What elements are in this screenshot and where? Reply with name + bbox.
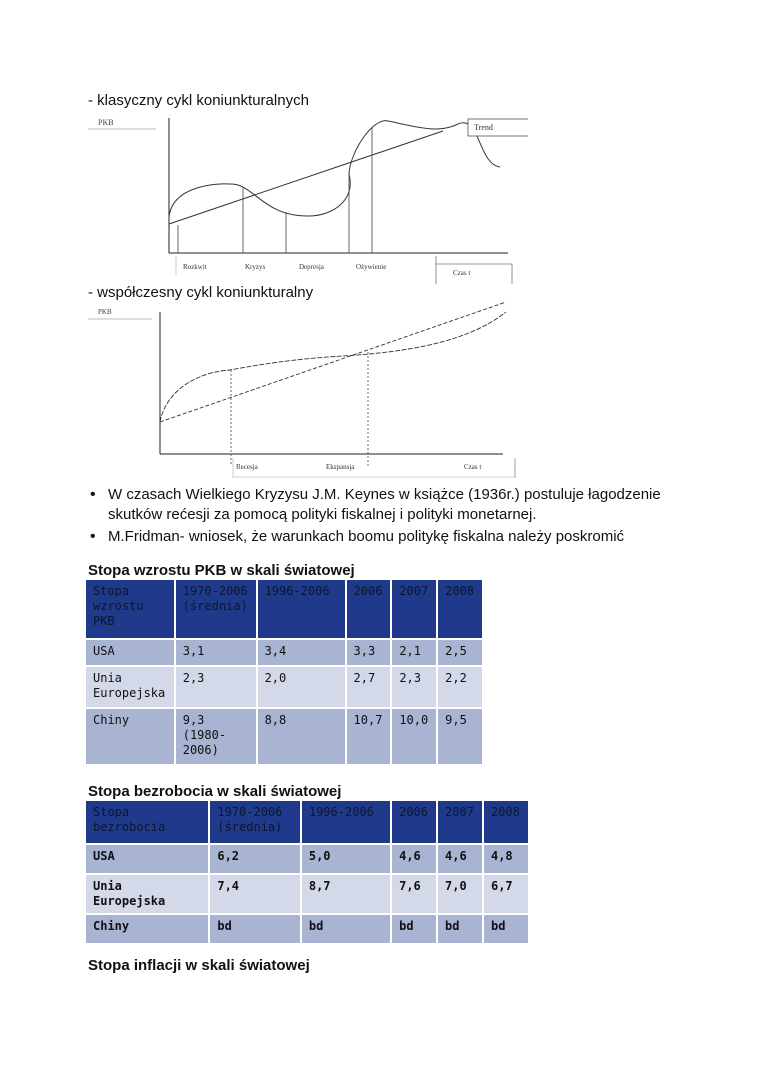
table-cell: 9,5 [437, 708, 483, 765]
table-cell: 6,2 [209, 844, 301, 874]
table-header-cell: 2006 [346, 579, 392, 639]
chart2-ylabel: PKB [98, 308, 112, 316]
table-cell: bd [301, 914, 391, 944]
chart2-phase-label: Ekspansja [326, 463, 355, 471]
table-cell: 3,3 [346, 639, 392, 666]
table-cell: 2,1 [391, 639, 437, 666]
bullet-item: • M.Fridman- wniosek, że warunkach boomu politykę fiskalna należy poskromić [88, 527, 688, 547]
table-cell: 2,7 [346, 666, 392, 708]
table-cell: 7,4 [209, 874, 301, 914]
table-cell: bd [209, 914, 301, 944]
table-cell: 2,3 [391, 666, 437, 708]
chart1-phase-label: Rozkwit [183, 263, 207, 271]
table-header-cell: 2006 [391, 800, 437, 844]
table-cell: Unia Europejska [85, 874, 209, 914]
heading-modern-cycle: - współczesny cykl koniunkturalny [88, 284, 314, 301]
table-cell: 9,3 (1980-2006) [175, 708, 257, 765]
gdp-growth-table [84, 578, 484, 766]
table-cell: 10,7 [346, 708, 392, 765]
chart1-legend-label: Trend [474, 123, 493, 132]
table-header-row [85, 579, 483, 639]
table-cell: 2,5 [437, 639, 483, 666]
table-row [85, 914, 529, 944]
table-cell: 5,0 [301, 844, 391, 874]
table-header-cell: Stopa bezrobocia [85, 800, 209, 844]
chart1-phase-label: Depresja [299, 263, 324, 271]
table-cell: bd [483, 914, 529, 944]
table-cell: 3,1 [175, 639, 257, 666]
table-cell: bd [437, 914, 483, 944]
unemployment-table [84, 799, 530, 945]
table-cell: 2,0 [257, 666, 346, 708]
table-cell: 7,0 [437, 874, 483, 914]
table-cell: 3,4 [257, 639, 346, 666]
table-cell: bd [391, 914, 437, 944]
table-cell: USA [85, 844, 209, 874]
table-cell: 4,8 [483, 844, 529, 874]
table-cell: Unia Europejska [85, 666, 175, 708]
chart2-xlabel: Czas t [464, 463, 482, 471]
chart1-phase-label: Kryzys [245, 263, 266, 271]
chart1-xlabel: Czas t [453, 269, 471, 277]
table-header-cell: 2007 [437, 800, 483, 844]
table-header-cell: 1970-2006 (średnia) [175, 579, 257, 639]
table-row [85, 708, 483, 765]
chart2-trend-line [160, 302, 506, 422]
table-row [85, 844, 529, 874]
table-header-cell: 2008 [437, 579, 483, 639]
table-cell: 4,6 [437, 844, 483, 874]
table-cell: 2,2 [437, 666, 483, 708]
table-cell: 4,6 [391, 844, 437, 874]
bullet-list [88, 485, 688, 549]
table-header-cell: 1996-2006 [257, 579, 346, 639]
chart1-trend-line [169, 131, 443, 224]
table-cell: 10,0 [391, 708, 437, 765]
chart1-ylabel: PKB [98, 118, 114, 127]
table-cell: 2,3 [175, 666, 257, 708]
table-cell: 8,8 [257, 708, 346, 765]
chart1-phase-label: Ożywienie [356, 263, 387, 271]
table-row [85, 874, 529, 914]
table-row [85, 639, 483, 666]
modern-cycle-chart [88, 302, 520, 478]
table-header-cell: Stopa wzrostu PKB [85, 579, 175, 639]
table2-title: Stopa bezrobocia w skali światowej [88, 783, 342, 800]
heading-classic-cycle: - klasyczny cykl koniunkturalnych [88, 92, 309, 109]
table1-title: Stopa wzrostu PKB w skali światowej [88, 562, 355, 579]
table-cell: USA [85, 639, 175, 666]
table-cell: Chiny [85, 914, 209, 944]
table-cell: 7,6 [391, 874, 437, 914]
table-header-cell: 1996-2006 [301, 800, 391, 844]
table-header-cell: 1970-2006 (średnia) [209, 800, 301, 844]
table-header-cell: 2007 [391, 579, 437, 639]
table-cell: Chiny [85, 708, 175, 765]
table-row [85, 666, 483, 708]
bullet-item: • W czasach Wielkiego Kryzysu J.M. Keynes w książce (1936r.) postuluje łagodzenie skutków rećesji za pomocą polityki fiskalnej i polityki monetarnej. [88, 485, 688, 525]
classic-cycle-chart [88, 112, 528, 284]
chart2-phase-label: Recesja [236, 463, 258, 471]
chart2-cycle-curve [160, 312, 506, 422]
table-cell: 6,7 [483, 874, 529, 914]
table-header-row [85, 800, 529, 844]
table-cell: 8,7 [301, 874, 391, 914]
table-header-cell: 2008 [483, 800, 529, 844]
table3-title: Stopa inflacji w skali światowej [88, 957, 310, 974]
